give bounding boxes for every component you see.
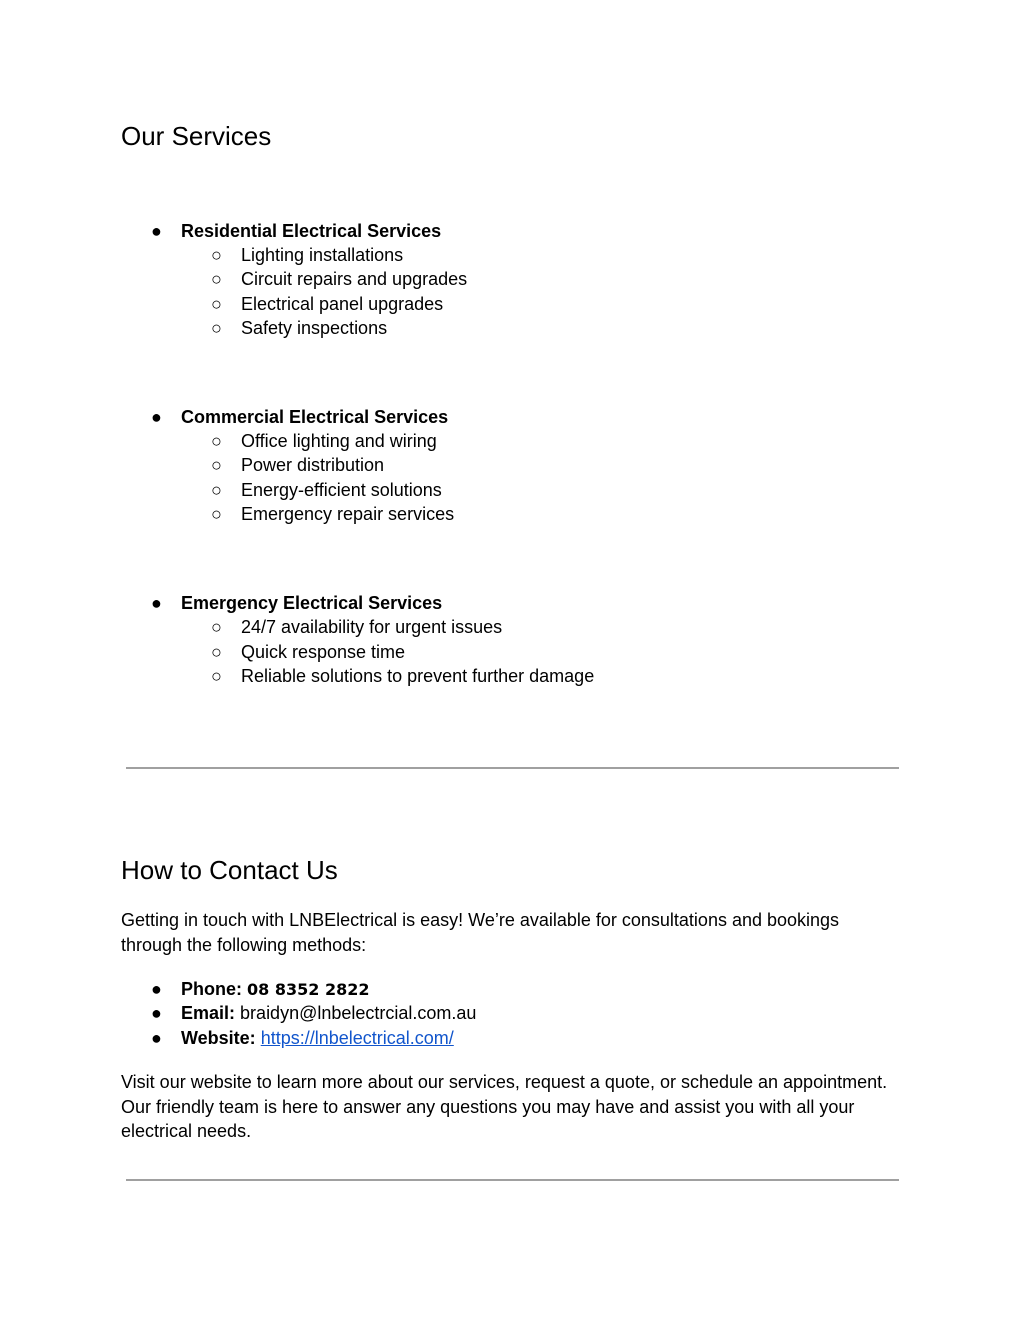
phone-value: 08 8352 2822	[247, 980, 370, 999]
bullet-hollow-icon: ○	[211, 617, 222, 637]
email-label: Email:	[181, 1003, 236, 1023]
bullet-filled-icon: ●	[151, 979, 162, 999]
list-item: Power distribution	[241, 455, 385, 475]
list-item: Reliable solutions to prevent further damage	[241, 666, 595, 686]
bullet-hollow-icon: ○	[211, 642, 222, 662]
phone-label: Phone:	[181, 979, 242, 999]
bullet-hollow-icon: ○	[211, 480, 222, 500]
horizontal-divider	[126, 767, 899, 769]
list-item: Safety inspections	[241, 318, 388, 338]
contact-outro-line: electrical needs.	[121, 1121, 252, 1141]
bullet-filled-icon: ●	[151, 221, 162, 241]
bullet-filled-icon: ●	[151, 407, 162, 427]
list-item: Quick response time	[241, 642, 406, 662]
list-item: Circuit repairs and upgrades	[241, 269, 468, 289]
group-title-commercial: Commercial Electrical Services	[181, 407, 449, 427]
bullet-hollow-icon: ○	[211, 269, 222, 289]
contact-email-row	[181, 1001, 476, 1025]
contact-outro-line: Our friendly team is here to answer any questions you may have and assist you with all your	[121, 1097, 855, 1117]
list-item: Electrical panel upgrades	[241, 294, 444, 314]
bullet-hollow-icon: ○	[211, 318, 222, 338]
bullet-filled-icon: ●	[151, 1003, 162, 1023]
bullet-filled-icon: ●	[151, 1028, 162, 1048]
bullet-hollow-icon: ○	[211, 504, 222, 524]
group-title-emergency: Emergency Electrical Services	[181, 593, 443, 613]
contact-outro-line: Visit our website to learn more about our services, request a quote, or schedule an appointment.	[121, 1072, 888, 1092]
contact-website-row	[181, 1026, 454, 1050]
bullet-hollow-icon: ○	[211, 455, 222, 475]
bullet-hollow-icon: ○	[211, 431, 222, 451]
contact-phone-row	[181, 977, 369, 1002]
email-value: braidyn@lnbelectrcial.com.au	[240, 1003, 477, 1023]
group-title-residential: Residential Electrical Services	[181, 221, 442, 241]
list-item: 24/7 availability for urgent issues	[241, 617, 503, 637]
contact-intro-line: through the following methods:	[121, 935, 367, 955]
contact-intro-line: Getting in touch with LNBElectrical is easy! We’re available for consultations and bookings	[121, 910, 840, 930]
services-heading: Our Services	[121, 121, 272, 151]
horizontal-divider	[126, 1179, 899, 1181]
bullet-hollow-icon: ○	[211, 294, 222, 314]
website-label: Website:	[181, 1028, 256, 1048]
list-item: Lighting installations	[241, 245, 404, 265]
list-item: Energy-efficient solutions	[241, 480, 442, 500]
contact-heading: How to Contact Us	[121, 855, 338, 885]
list-item: Emergency repair services	[241, 504, 455, 524]
list-item: Office lighting and wiring	[241, 431, 437, 451]
bullet-filled-icon: ●	[151, 593, 162, 613]
bullet-hollow-icon: ○	[211, 666, 222, 686]
website-link[interactable]: https://lnbelectrical.com/	[260, 1028, 454, 1048]
bullet-hollow-icon: ○	[211, 245, 222, 265]
